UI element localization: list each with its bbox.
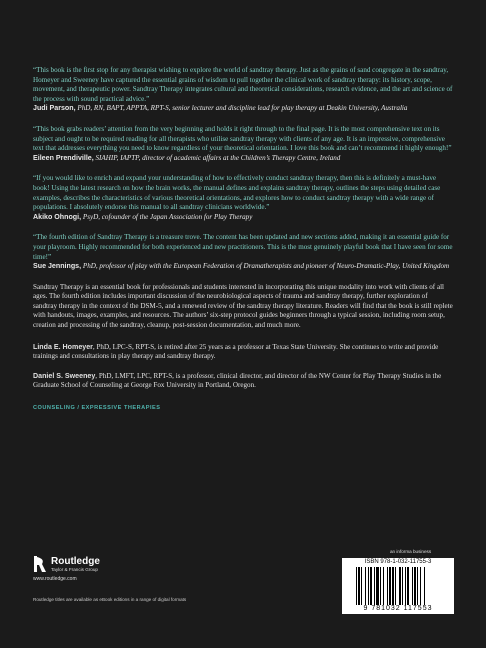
routledge-logo-icon bbox=[33, 555, 47, 573]
quote-text: “This book grabs readers’ attention from the very beginning and holds it right through to the final page. It is the most comprehensive text on its subject and ought to be required reading for all therapists who utilise sandtray therapy with clients of any age. It is an impressive, comprehensive text that addresses everything you need to know regardless of your theoretical orientation. I love this book and can’t recommend it highly enough!” bbox=[33, 124, 452, 153]
quote-text: “This book is the first stop for any therapist wishing to explore the world of sandtray therapy. Just as the grains of sand congregate in the sandtray, Homeyer and Sweeney have captured the essential grains of wisdom to pull together the clinical work of sandtray therapy: its history, scope, movement, and therapeutic power. Sandtray Therapy integrates cultural and theoretical considerations, research evidence, and the art and science of the process with sound practical advice.” bbox=[33, 66, 453, 103]
quote-attribution bbox=[33, 262, 453, 272]
quote-author: Akiko Ohnogi, bbox=[33, 212, 82, 221]
publisher-website[interactable]: www.routledge.com bbox=[33, 576, 77, 582]
subject-category: COUNSELING / EXPRESSIVE THERAPIES bbox=[33, 405, 161, 412]
book-description: Sandtray Therapy is an essential book for professionals and students interested in incorporating this unique modality into work with clients of all ages. The fourth edition includes important discussion of the neurobiological aspects of trauma and sandtray therapy, further exploration of sandtray therapy in the context of the DSM-5, and a renewed review of the sandtray therapy literature. Readers will find that the book is still replete with handouts, images, examples, and resources. The authors’ six-step protocol guides beginners through a typical session, including room setup, creation and processing of the sandtray, cleanup, post-session documentation, and much more. bbox=[33, 282, 453, 330]
publisher-footer bbox=[33, 555, 100, 582]
author-name: Linda E. Homeyer bbox=[33, 342, 93, 351]
quote-attribution bbox=[33, 154, 453, 164]
informa-tagline: an informa business bbox=[390, 549, 432, 554]
barcode-panel bbox=[342, 558, 454, 614]
quote-author: Sue Jennings, bbox=[33, 262, 82, 271]
publisher-name: Routledge bbox=[51, 555, 100, 567]
quote-block-2 bbox=[33, 125, 453, 163]
isbn-text: ISBN 978-1-032-11755-3 bbox=[364, 559, 432, 565]
author-bio-2 bbox=[33, 372, 453, 391]
quote-credentials: PhD, professor of play with the European Federation of Dramatherapists and pioneer of Neuro-Dramatic-Play, United Kingdom bbox=[82, 262, 450, 271]
quote-author: Eileen Prendiville, bbox=[33, 153, 94, 162]
author-bio-text: , PhD, LPC-S, RPT-S, is retired after 25 years as a professor at Texas State University. She continues to write and provide trainings and consultations in play therapy and sandtray therapy. bbox=[33, 342, 439, 361]
quote-text: “If you would like to enrich and expand your understanding of how to effectively conduct sandtray therapy, then this is definitely a must-have book! Using the latest research on how the brain works, the manual defines and explains sandtray therapy, outlines the steps using detailed case examples, describes the characteristics of various theoretical orientations, and explores how to conduct sandtray therapy with a wide range of populations. I absolutely endorse this manual to all sandtray clinicians worldwide.” bbox=[33, 174, 441, 212]
publisher-logo bbox=[33, 555, 100, 573]
back-cover-content bbox=[33, 66, 453, 411]
author-bio-text: , PhD, LMFT, LPC, RPT-S, is a professor, clinical director, and director of the NW Center for Play Therapy Studies in the Graduate School of Counseling at George Fox University in Portland, Oregon. bbox=[33, 371, 442, 390]
barcode-number: 9 781032 117553 bbox=[363, 605, 433, 612]
quote-credentials: SIAHIP, IAPTP, director of academic affairs at the Children’s Therapy Centre, Ireland bbox=[95, 153, 341, 162]
publisher-group: Taylor & Francis Group bbox=[51, 566, 98, 572]
quote-author: Judi Parson, bbox=[33, 104, 76, 113]
quote-block-3 bbox=[33, 174, 453, 222]
quote-block-1 bbox=[33, 66, 453, 114]
author-bio-1 bbox=[33, 343, 453, 362]
quote-attribution bbox=[33, 213, 453, 223]
author-name: Daniel S. Sweeney bbox=[33, 371, 96, 380]
quote-credentials: PhD, RN, BAPT, APPTA, RPT-S, senior lecturer and discipline lead for play therapy at Deakin University, Australia bbox=[77, 104, 408, 113]
quote-attribution bbox=[33, 104, 453, 114]
barcode-image bbox=[356, 567, 440, 605]
quote-block-4 bbox=[33, 233, 453, 271]
quote-credentials: PsyD, cofounder of the Japan Association for Play Therapy bbox=[82, 212, 253, 221]
quote-text: “The fourth edition of Sandtray Therapy is a treasure trove. The content has been updated and new sections added, making it an essential guide for your playroom. Highly recommended for both experienced and new practitioners. This is the most genuinely playful book that I have seen for some time!” bbox=[33, 233, 453, 261]
ebook-note: Routledge titles are available as eBook editions in a range of digital formats bbox=[33, 597, 187, 602]
